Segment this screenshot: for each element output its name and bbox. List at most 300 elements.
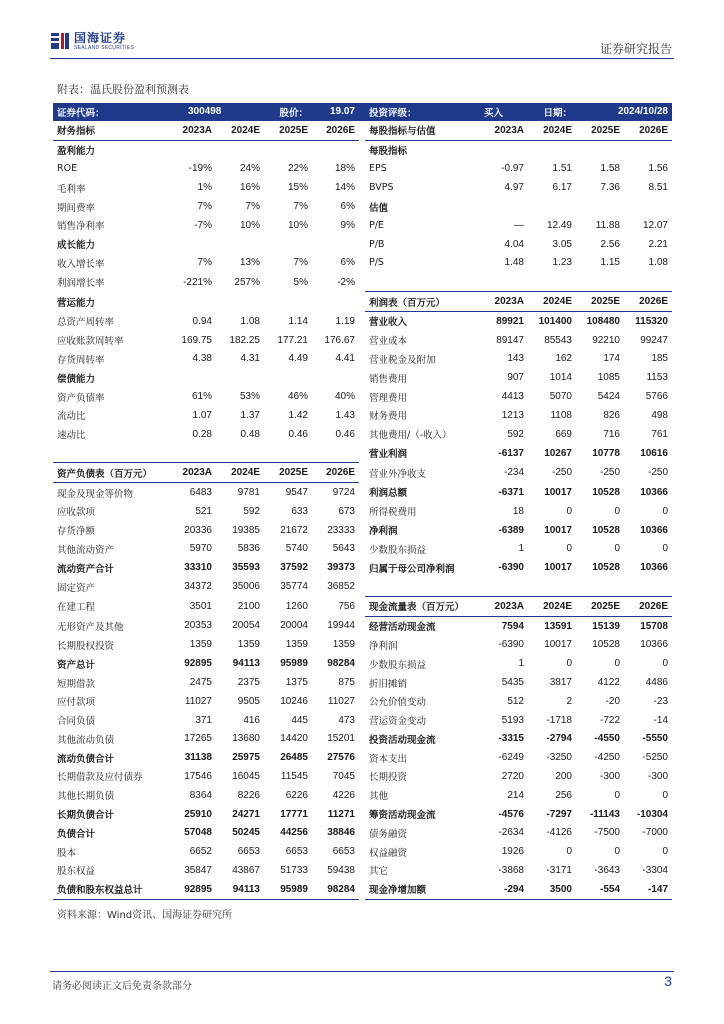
right-cell: 0 bbox=[614, 543, 620, 555]
right-cell: 162 bbox=[555, 353, 572, 365]
left-cell: 11545 bbox=[280, 770, 308, 782]
table-row bbox=[53, 558, 672, 577]
right-cell: -6389 bbox=[498, 524, 524, 536]
rating-label: 投资评级： bbox=[365, 103, 480, 121]
right-cell: 761 bbox=[651, 428, 668, 440]
right-cell: -5550 bbox=[642, 733, 668, 745]
right-cell: -6137 bbox=[498, 447, 524, 459]
right-cell: 12.07 bbox=[642, 219, 668, 231]
right-cell bbox=[528, 140, 576, 159]
right-cell: 1.58 bbox=[600, 163, 620, 175]
right-cell: -14 bbox=[653, 714, 668, 726]
stock-price-value: 19.07 bbox=[312, 103, 359, 121]
left-row-label: 流动负债合计 bbox=[57, 753, 115, 765]
left-cell: 5% bbox=[293, 276, 308, 288]
table-row bbox=[53, 160, 672, 179]
right-cell bbox=[624, 140, 672, 159]
right-cell: -7297 bbox=[546, 808, 572, 820]
right-cell: 3817 bbox=[549, 677, 572, 688]
right-cell bbox=[576, 197, 624, 216]
right-cell: 716 bbox=[603, 428, 620, 440]
right-cell: 214 bbox=[507, 789, 524, 801]
table-row bbox=[53, 350, 672, 369]
right-cell: 1014 bbox=[549, 372, 572, 384]
right-cell: 0 bbox=[614, 505, 620, 517]
left-cell: 35847 bbox=[184, 864, 212, 876]
left-cell: 44256 bbox=[280, 827, 308, 839]
left-row-label: 成长能力 bbox=[57, 240, 96, 252]
table-row bbox=[53, 197, 672, 216]
right-cell: 2.21 bbox=[648, 238, 668, 250]
right-row-label: 长期投资 bbox=[369, 772, 408, 784]
left-cell: 4.41 bbox=[335, 353, 355, 365]
right-cell bbox=[528, 272, 576, 291]
left-row-label: 现金及现金等价物 bbox=[57, 488, 134, 500]
left-cell: 31138 bbox=[184, 752, 212, 764]
right-row-label: 净利润 bbox=[369, 640, 398, 652]
right-cell: 1.08 bbox=[648, 257, 668, 269]
left-cell: 20336 bbox=[184, 524, 212, 536]
right-cell: 1153 bbox=[646, 372, 668, 384]
left-cell: 6226 bbox=[285, 789, 308, 801]
right-row-label: 所得税费用 bbox=[369, 507, 417, 519]
left-cell: 20004 bbox=[280, 620, 308, 632]
right-row-label: 折旧摊销 bbox=[369, 678, 408, 690]
left-cell: 2100 bbox=[237, 600, 260, 612]
left-cell: 1359 bbox=[285, 639, 308, 651]
right-cell: 2023A bbox=[480, 121, 528, 141]
left-row-label: 股本 bbox=[57, 847, 77, 859]
left-cell: 7% bbox=[293, 257, 308, 269]
table-row bbox=[53, 463, 672, 483]
logo-chinese-name: 国海证券 bbox=[74, 30, 127, 45]
right-cell: 1 bbox=[518, 543, 524, 555]
data-source-note: 资料来源：Wind资讯、国海证券研究所 bbox=[57, 910, 233, 921]
left-cell: -19% bbox=[188, 163, 212, 175]
right-cell: -0.97 bbox=[501, 163, 524, 175]
right-row-label: BVPS bbox=[369, 182, 394, 194]
left-cell bbox=[168, 140, 216, 159]
right-cell bbox=[576, 140, 624, 159]
right-cell: 10528 bbox=[592, 524, 620, 536]
left-cell: 5836 bbox=[237, 543, 260, 555]
right-cell: 108480 bbox=[586, 315, 620, 327]
right-cell bbox=[624, 577, 672, 596]
table-row bbox=[53, 596, 672, 616]
left-cell: 17546 bbox=[184, 770, 212, 782]
left-cell: 10% bbox=[287, 219, 308, 231]
left-cell: 40% bbox=[334, 391, 355, 403]
left-cell: 6% bbox=[340, 257, 355, 269]
table-row bbox=[53, 444, 672, 463]
right-cell: 0 bbox=[662, 789, 668, 801]
right-row-label: 债务融资 bbox=[369, 828, 408, 840]
right-cell: 18 bbox=[512, 505, 524, 517]
right-row-label: 其他费用/（-收入） bbox=[369, 430, 452, 442]
report-type: 证券研究报告 bbox=[599, 42, 672, 56]
left-cell bbox=[216, 444, 264, 463]
left-cell bbox=[312, 368, 359, 387]
left-cell: 98284 bbox=[312, 880, 359, 899]
left-row-label: 销售净利率 bbox=[57, 221, 105, 233]
right-row-label: 营业成本 bbox=[369, 336, 408, 348]
left-row-label: 利润增长率 bbox=[57, 278, 105, 290]
right-cell: 1926 bbox=[501, 846, 524, 858]
right-cell: 256 bbox=[555, 789, 572, 801]
right-cell bbox=[480, 272, 528, 291]
left-cell bbox=[312, 292, 359, 312]
right-row-label: P/E bbox=[369, 219, 384, 231]
right-cell: 592 bbox=[507, 428, 524, 440]
left-row-label: 资产负债率 bbox=[57, 392, 105, 404]
left-cell: 59438 bbox=[327, 864, 355, 876]
left-cell bbox=[312, 444, 359, 463]
left-cell: 0.46 bbox=[335, 428, 355, 440]
left-row-label: 长期负债合计 bbox=[57, 810, 115, 822]
left-cell: 1.43 bbox=[335, 409, 355, 421]
right-cell: 10267 bbox=[544, 447, 572, 459]
left-cell: 9% bbox=[340, 219, 355, 231]
right-row-label: 利润总额 bbox=[369, 488, 408, 500]
right-row-label bbox=[365, 577, 480, 596]
right-cell: 1213 bbox=[501, 409, 524, 421]
right-cell: 115320 bbox=[635, 315, 668, 327]
right-cell: -147 bbox=[624, 880, 672, 899]
left-cell: 9724 bbox=[332, 487, 355, 499]
left-cell: 20054 bbox=[232, 620, 260, 632]
right-cell: 200 bbox=[555, 770, 572, 782]
left-cell: 25910 bbox=[184, 808, 212, 820]
right-cell: -3643 bbox=[594, 864, 620, 876]
right-cell: 10366 bbox=[640, 562, 668, 574]
right-cell: 2026E bbox=[624, 596, 672, 616]
right-cell: 101400 bbox=[538, 315, 572, 327]
left-row-label: 总资产周转率 bbox=[57, 317, 115, 329]
right-row-label: 每股指标 bbox=[369, 146, 408, 158]
left-cell bbox=[312, 235, 359, 254]
right-cell: 10528 bbox=[592, 486, 620, 498]
left-row-label: 应收款项 bbox=[57, 507, 96, 519]
right-row-label: 少数股东损益 bbox=[369, 544, 427, 556]
right-cell: -3250 bbox=[546, 752, 572, 764]
table-row bbox=[53, 140, 672, 159]
left-cell: 10246 bbox=[280, 695, 308, 707]
left-cell: 92895 bbox=[168, 880, 216, 899]
left-cell bbox=[312, 140, 359, 159]
table-row bbox=[53, 121, 672, 141]
right-cell: -722 bbox=[599, 714, 620, 726]
right-row-label: 营业利润 bbox=[369, 449, 408, 461]
left-cell: 6483 bbox=[189, 487, 212, 499]
table-row bbox=[53, 730, 672, 749]
right-cell: -554 bbox=[576, 880, 624, 899]
left-cell: 2025E bbox=[264, 121, 312, 141]
left-cell: 24% bbox=[239, 163, 260, 175]
right-cell: 0 bbox=[614, 846, 620, 858]
right-cell: -250 bbox=[599, 467, 620, 479]
table-row bbox=[53, 616, 672, 635]
right-cell: 1.51 bbox=[552, 163, 572, 175]
right-cell: 2026E bbox=[624, 121, 672, 141]
right-row-label: 现金流量表（百万元） bbox=[365, 596, 480, 616]
left-cell: 24271 bbox=[232, 808, 260, 820]
table-row bbox=[53, 311, 672, 330]
right-cell: 5435 bbox=[501, 677, 524, 688]
header-divider bbox=[50, 58, 674, 59]
date-value: 2024/10/28 bbox=[576, 103, 672, 121]
left-cell: 43867 bbox=[232, 864, 260, 876]
left-cell bbox=[264, 292, 312, 312]
left-cell: 14420 bbox=[280, 733, 308, 745]
right-cell: 10017 bbox=[544, 562, 572, 574]
right-cell: 512 bbox=[507, 695, 524, 707]
right-row-label bbox=[365, 272, 480, 291]
left-cell: 16% bbox=[239, 182, 260, 194]
right-cell: 99247 bbox=[640, 334, 668, 346]
right-cell: 2.56 bbox=[600, 238, 620, 250]
logo-icon bbox=[50, 31, 70, 51]
left-cell: 11027 bbox=[184, 695, 212, 707]
table-row bbox=[53, 786, 672, 805]
table-row bbox=[53, 235, 672, 254]
left-cell: 445 bbox=[291, 714, 308, 726]
right-cell: -10304 bbox=[636, 808, 668, 820]
right-cell: 10017 bbox=[544, 486, 572, 498]
right-cell: 0 bbox=[614, 658, 620, 670]
right-cell: 1.48 bbox=[504, 257, 524, 269]
left-cell bbox=[264, 235, 312, 254]
right-cell: -4250 bbox=[594, 752, 620, 764]
right-cell: -6390 bbox=[498, 562, 524, 574]
left-cell bbox=[168, 368, 216, 387]
left-cell: 182.25 bbox=[229, 334, 260, 346]
right-cell: 2025E bbox=[576, 292, 624, 312]
stock-info-row bbox=[53, 103, 672, 121]
left-row-label: 毛利率 bbox=[57, 183, 86, 195]
left-cell: 6653 bbox=[332, 846, 355, 858]
right-cell: 85543 bbox=[544, 334, 572, 346]
left-cell: 92895 bbox=[184, 658, 212, 670]
logo-english-name: SEALAND SECURITIES bbox=[74, 44, 135, 51]
right-row-label: 营业收入 bbox=[369, 317, 408, 329]
right-cell: 6.17 bbox=[552, 182, 572, 194]
table-title: 附表：温氏股份盈利预测表 bbox=[57, 83, 189, 96]
left-cell: 0.48 bbox=[240, 428, 260, 440]
table-row bbox=[53, 711, 672, 730]
right-cell: 1108 bbox=[550, 409, 572, 421]
right-cell: -7000 bbox=[642, 827, 668, 839]
right-cell bbox=[576, 577, 624, 596]
right-cell: -300 bbox=[599, 770, 620, 782]
left-row-label: 无形资产及其他 bbox=[57, 621, 124, 633]
right-cell: 0 bbox=[662, 846, 668, 858]
left-cell: 36852 bbox=[327, 581, 355, 593]
right-cell: -1718 bbox=[546, 714, 572, 726]
right-cell: -4576 bbox=[498, 808, 524, 820]
left-row-label bbox=[53, 444, 168, 463]
right-cell: 174 bbox=[603, 353, 620, 365]
left-cell: 2026E bbox=[312, 121, 359, 141]
left-cell: 875 bbox=[338, 677, 355, 688]
left-cell bbox=[216, 235, 264, 254]
right-cell: 10017 bbox=[544, 639, 572, 651]
left-cell: 6652 bbox=[189, 846, 212, 858]
left-cell: 473 bbox=[338, 714, 355, 726]
left-cell bbox=[216, 368, 264, 387]
right-cell bbox=[528, 577, 576, 596]
date-label: 日期： bbox=[528, 103, 576, 121]
left-cell: 7% bbox=[197, 257, 212, 269]
right-cell: 7.36 bbox=[600, 182, 620, 194]
table-row bbox=[53, 502, 672, 521]
right-cell: — bbox=[514, 219, 524, 231]
left-cell bbox=[168, 444, 216, 463]
left-cell bbox=[168, 292, 216, 312]
right-cell: 5193 bbox=[501, 714, 524, 726]
left-cell: 6% bbox=[340, 201, 355, 213]
left-cell: 2025E bbox=[264, 463, 312, 483]
right-cell: 4.97 bbox=[504, 182, 524, 194]
rating-value: 买入 bbox=[480, 103, 528, 121]
left-cell: 94113 bbox=[216, 880, 264, 899]
left-cell: 8364 bbox=[189, 789, 212, 801]
left-cell: 176.67 bbox=[324, 334, 355, 346]
right-cell: -3304 bbox=[642, 864, 668, 876]
left-row-label: 股东权益 bbox=[57, 866, 96, 878]
table-row bbox=[53, 767, 672, 786]
left-row-label: 营运能力 bbox=[57, 297, 96, 309]
right-cell: 7594 bbox=[501, 620, 524, 632]
right-cell: 10017 bbox=[544, 524, 572, 536]
right-cell: -250 bbox=[647, 467, 668, 479]
right-cell: 10366 bbox=[640, 486, 668, 498]
right-cell: 13591 bbox=[544, 620, 572, 632]
left-cell: 17771 bbox=[280, 808, 308, 820]
left-cell: 16045 bbox=[232, 770, 260, 782]
left-row-label: 速动比 bbox=[57, 430, 86, 442]
left-cell: 0.28 bbox=[192, 428, 212, 440]
left-cell: 9547 bbox=[285, 487, 308, 499]
left-row-label: 期间费率 bbox=[57, 202, 96, 214]
right-row-label: P/B bbox=[369, 238, 385, 250]
left-row-label: 其他流动资产 bbox=[57, 544, 115, 556]
left-cell: 26485 bbox=[280, 752, 308, 764]
left-cell: 2024E bbox=[216, 121, 264, 141]
left-cell: 61% bbox=[191, 391, 212, 403]
right-cell: 3.05 bbox=[552, 238, 572, 250]
left-cell: 1359 bbox=[237, 639, 260, 651]
left-cell: 756 bbox=[338, 600, 355, 612]
right-row-label: 利润表（百万元） bbox=[365, 292, 480, 312]
right-cell: 2025E bbox=[576, 121, 624, 141]
right-cell: 2024E bbox=[528, 596, 576, 616]
left-cell: 1.42 bbox=[288, 409, 308, 421]
right-row-label: 其他 bbox=[369, 791, 389, 803]
right-row-label: 销售费用 bbox=[369, 373, 408, 385]
left-cell bbox=[264, 368, 312, 387]
right-cell: 10528 bbox=[592, 639, 620, 651]
left-cell: 0.46 bbox=[288, 428, 308, 440]
right-cell: 4413 bbox=[501, 391, 524, 403]
left-cell: 6653 bbox=[285, 846, 308, 858]
right-cell: 10366 bbox=[640, 524, 668, 536]
left-row-label: 短期借款 bbox=[57, 678, 96, 690]
left-cell: 1359 bbox=[332, 639, 355, 651]
left-cell bbox=[264, 444, 312, 463]
right-cell: -294 bbox=[480, 880, 528, 899]
right-cell: 0 bbox=[566, 658, 572, 670]
table-row bbox=[53, 654, 672, 673]
left-cell: 4226 bbox=[332, 789, 355, 801]
left-row-label: 资产负债表（百万元） bbox=[53, 463, 168, 483]
left-cell bbox=[168, 235, 216, 254]
right-cell bbox=[480, 577, 528, 596]
right-cell: -3171 bbox=[546, 864, 572, 876]
left-row-label: 流动资产合计 bbox=[57, 563, 115, 575]
left-cell: 521 bbox=[195, 505, 212, 517]
left-cell: 46% bbox=[287, 391, 308, 403]
left-row-label: 存货周转率 bbox=[57, 354, 105, 366]
right-cell: 2 bbox=[566, 695, 572, 707]
right-row-label: 管理费用 bbox=[369, 392, 408, 404]
right-cell: 1.56 bbox=[648, 163, 668, 175]
right-cell: 0 bbox=[566, 543, 572, 555]
left-cell: 5643 bbox=[332, 543, 355, 555]
left-cell: 98284 bbox=[327, 658, 355, 670]
left-cell: 1.19 bbox=[335, 315, 355, 327]
right-cell: 5070 bbox=[549, 391, 572, 403]
right-cell: -3315 bbox=[498, 733, 524, 745]
left-cell: 8226 bbox=[237, 789, 260, 801]
right-cell: -6371 bbox=[498, 486, 524, 498]
left-cell: 13680 bbox=[232, 733, 260, 745]
table-row bbox=[53, 880, 672, 899]
left-cell: 25975 bbox=[232, 752, 260, 764]
right-row-label: 投资活动现金流 bbox=[369, 734, 436, 746]
right-cell: -6390 bbox=[498, 639, 524, 651]
left-cell: 94113 bbox=[232, 658, 260, 670]
left-cell: 15201 bbox=[327, 733, 355, 745]
left-cell: 1.08 bbox=[240, 315, 260, 327]
left-cell: 50245 bbox=[232, 827, 260, 839]
right-cell: -2794 bbox=[546, 733, 572, 745]
left-cell: 0.94 bbox=[192, 315, 212, 327]
right-row-label: 净利润 bbox=[369, 526, 398, 538]
left-cell: 13% bbox=[239, 257, 260, 269]
left-row-label: 在建工程 bbox=[57, 602, 96, 614]
left-cell: 14% bbox=[334, 182, 355, 194]
left-cell: 38846 bbox=[327, 827, 355, 839]
left-cell: 35593 bbox=[232, 562, 260, 574]
right-row-label: 每股指标与估值 bbox=[365, 121, 480, 141]
right-cell: 498 bbox=[651, 409, 668, 421]
left-cell: 633 bbox=[291, 505, 308, 517]
left-cell: 5740 bbox=[285, 543, 308, 555]
left-cell: 1260 bbox=[285, 600, 308, 612]
left-cell: 19385 bbox=[232, 524, 260, 536]
right-cell: 10778 bbox=[592, 447, 620, 459]
right-cell bbox=[480, 140, 528, 159]
right-cell: 2023A bbox=[480, 596, 528, 616]
left-row-label: 应收账款周转率 bbox=[57, 336, 124, 348]
table-row bbox=[53, 368, 672, 387]
left-cell: 17265 bbox=[184, 733, 212, 745]
right-row-label: 资本支出 bbox=[369, 753, 408, 765]
left-cell: 7045 bbox=[332, 770, 355, 782]
right-row-label: 营业税金及附加 bbox=[369, 354, 436, 366]
left-cell: 95989 bbox=[280, 658, 308, 670]
stock-price-label: 股价： bbox=[264, 103, 312, 121]
